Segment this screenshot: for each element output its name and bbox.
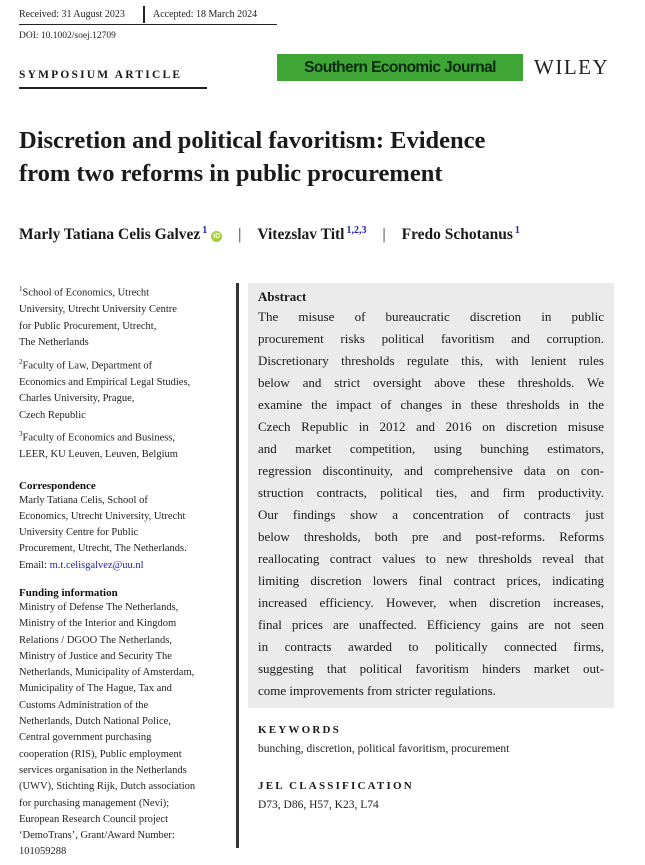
funding-line: Central government purchasing xyxy=(19,732,152,744)
orcid-icon[interactable]: iD xyxy=(213,233,221,241)
section-label-rule xyxy=(19,87,207,89)
funding-heading: Funding information xyxy=(19,586,118,599)
abstract-line: Our findings show a concentration of contracts just xyxy=(258,507,604,522)
abstract xyxy=(258,289,604,702)
author-1-affil: 1 xyxy=(202,225,208,236)
corr-line: Economics, Utrecht University, Utrecht xyxy=(19,510,186,522)
corr-line: Procurement, Utrecht, The Netherlands. xyxy=(19,543,187,555)
author-3[interactable] xyxy=(402,225,520,244)
funding-line: Municipality of The Hague, Tax and xyxy=(19,683,172,695)
abstract-line: reallocating contract values to new thresholds reveal that xyxy=(258,551,604,566)
abstract-line: Czech Republic in 2012 and 2016 on discretion misuse xyxy=(258,419,604,434)
author-3-name: Fredo Schotanus xyxy=(401,226,513,244)
affiliation-2 xyxy=(19,354,234,425)
aff-line: University, Utrecht University Centre xyxy=(19,304,177,315)
aff-line: School of Economics, Utrecht xyxy=(22,287,150,299)
funding-line: Ministry of the Interior and Kingdom xyxy=(19,618,177,630)
funding-line: Netherlands, Municipality of Amsterdam, xyxy=(19,667,195,679)
author-2-affil: 1,2,3 xyxy=(346,225,367,236)
received-date: Received: 31 August 2023 xyxy=(19,9,125,20)
author-separator-2: | xyxy=(382,226,386,244)
affiliation-1-num: 1 xyxy=(19,285,23,293)
header-divider xyxy=(143,6,145,23)
aff-line: Czech Republic xyxy=(19,409,86,421)
correspondence-heading: Correspondence xyxy=(19,479,96,492)
title-line-1: Discretion and political favoritism: Evidence xyxy=(19,127,486,154)
author-1[interactable] xyxy=(19,225,207,244)
affiliation-3-num: 3 xyxy=(19,430,23,438)
aff-line: Charles University, Prague, xyxy=(19,393,135,404)
abstract-line: Discretionary thresholds regulate this, with lenient rules xyxy=(258,353,604,368)
abstract-line: below thresholds, both pre and post-reforms. Reforms xyxy=(258,529,604,544)
jel-heading: JEL CLASSIFICATION xyxy=(258,780,414,792)
author-separator: | xyxy=(238,226,242,244)
funding-line: ‘DemoTrans’, Grant/Award Number: xyxy=(19,830,175,842)
aff-line: LEER, KU Leuven, Leuven, Belgium xyxy=(19,449,178,460)
abstract-line: struction contracts, political ties, and firm productivity. xyxy=(258,485,604,500)
funding-line: Customs Administration of the xyxy=(19,699,149,711)
jel-text: D73, D86, H57, K23, L74 xyxy=(258,799,379,811)
funding-line: services organisation in the Netherlands xyxy=(19,764,187,776)
funding-line: Relations / DGOO The Netherlands, xyxy=(19,634,172,646)
author-list xyxy=(19,225,520,244)
doi[interactable]: DOI: 10.1002/soej.12709 xyxy=(19,31,116,41)
author-2-name: Vitezslav Titl xyxy=(257,226,345,244)
accepted-date: Accepted: 18 March 2024 xyxy=(153,9,258,20)
funding-line: Ministry of Defense The Netherlands, xyxy=(19,601,179,613)
abstract-line: come improvements from stricter regulations. xyxy=(258,683,496,698)
aff-line: for Public Procurement, Utrecht, xyxy=(19,320,157,332)
corr-line: Marly Tatiana Celis, School of xyxy=(19,494,148,506)
funding-line: (UWV), Stichting Rijk, Dutch association xyxy=(19,781,196,793)
keywords-heading: KEYWORDS xyxy=(258,724,341,736)
abstract-line: final prices are unaffected. Efficiency gains are not seen xyxy=(258,617,604,632)
abstract-line: in contracts awarded to politically connected firms, xyxy=(258,639,604,654)
author-2[interactable] xyxy=(257,225,366,244)
abstract-line: below and strict oversight above these thresholds. We xyxy=(258,375,604,390)
funding-text xyxy=(19,600,234,861)
funding-line: for purchasing management (Nevi); xyxy=(19,797,170,809)
abstract-line: The misuse of bureaucratic discretion in public xyxy=(258,309,604,324)
title-line-2: from two reforms in public procurement xyxy=(19,160,443,187)
abstract-line: suggesting that political favoritism hinders market out- xyxy=(258,661,604,676)
author-3-affil: 1 xyxy=(514,225,520,236)
aff-line: Faculty of Law, Department of xyxy=(22,360,153,371)
abstract-line: increased efficiency. However, when discretion increases, xyxy=(258,595,604,610)
funding-line: Ministry of Justice and Security The xyxy=(19,650,172,662)
abstract-heading: Abstract xyxy=(258,289,307,304)
left-column xyxy=(19,281,234,861)
aff-line: The Netherlands xyxy=(19,337,89,348)
affiliation-2-num: 2 xyxy=(19,357,23,366)
author-1-name: Marly Tatiana Celis Galvez xyxy=(19,226,201,244)
corr-line: University Centre for Public xyxy=(19,527,139,539)
funding-line: Netherlands, Dutch National Police, xyxy=(19,716,171,728)
abstract-line: limiting discretion lowers final contract prices, indicating xyxy=(258,573,604,588)
column-divider xyxy=(236,283,239,848)
publisher-logo[interactable]: WILEY xyxy=(534,55,610,79)
aff-line: Faculty of Economics and Business, xyxy=(22,432,176,444)
abstract-line: regression discontinuity, and comprehensive data on con- xyxy=(258,463,604,478)
keywords-text: bunching, discretion, political favoritism, procurement xyxy=(258,743,510,755)
abstract-line: examine the impact of changes in these thresholds in the xyxy=(258,397,604,412)
header-rule xyxy=(19,24,277,25)
funding-line: cooperation (RIS), Public employment xyxy=(19,748,182,760)
email-label: Email: xyxy=(19,559,50,571)
journal-logo[interactable]: Southern Economic Journal xyxy=(277,54,523,81)
abstract-line: and market competition, using bunching estimators, xyxy=(258,441,604,456)
funding-line: 101059288 xyxy=(19,846,67,858)
funding-line: European Research Council project xyxy=(19,813,168,825)
abstract-text xyxy=(258,306,604,702)
correspondence-text xyxy=(19,493,234,574)
abstract-line: procurement risks political favoritism and corruption. xyxy=(258,331,604,346)
aff-line: Economics and Empirical Legal Studies, xyxy=(19,376,191,388)
article-title xyxy=(19,124,629,190)
affiliation-1 xyxy=(19,281,234,352)
email-link[interactable]: m.t.celisgalvez@uu.nl xyxy=(49,559,144,571)
section-label: SYMPOSIUM ARTICLE xyxy=(19,69,183,81)
affiliation-3 xyxy=(19,426,234,464)
